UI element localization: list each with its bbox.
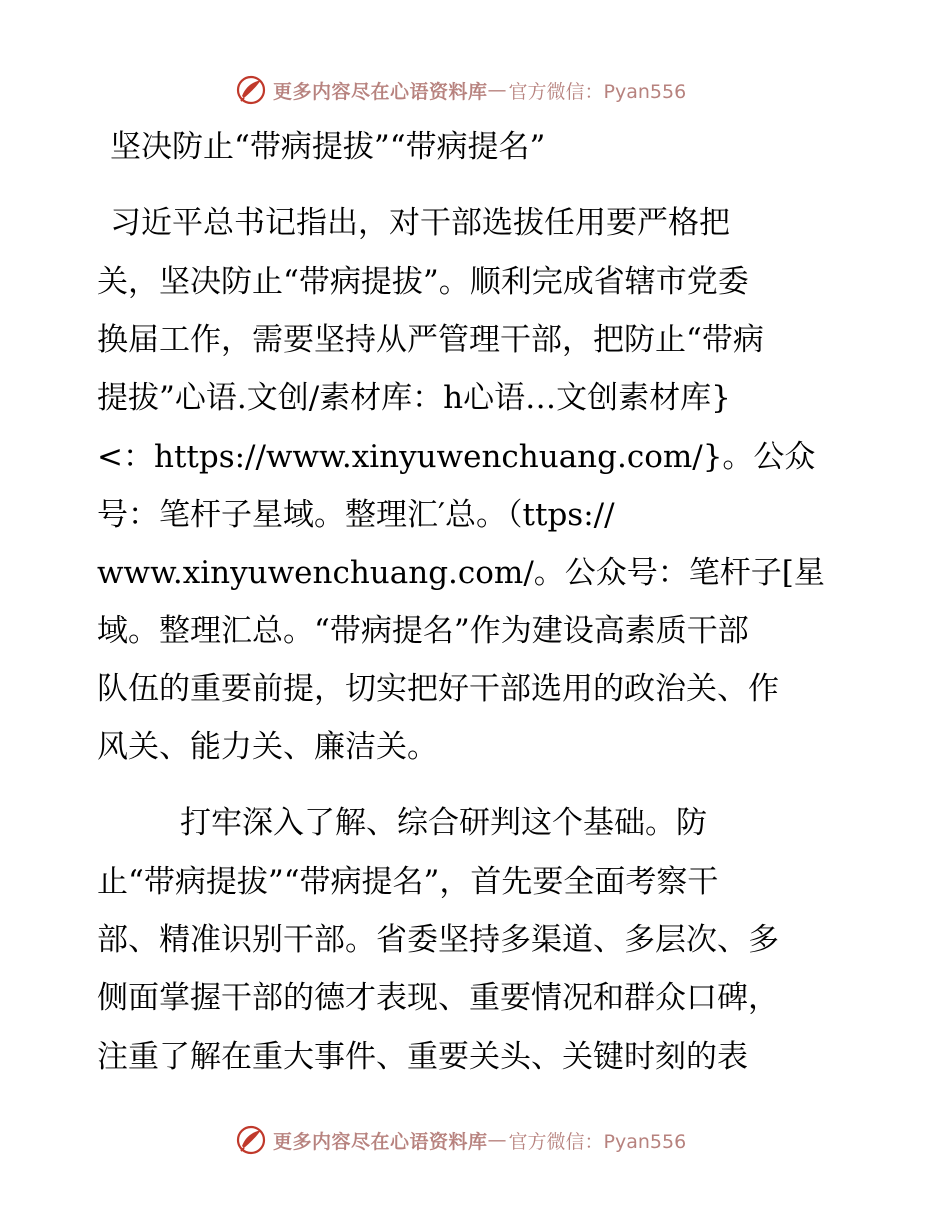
text-line: 换届工作，需要坚持从严管理干部，把防止“带病 bbox=[97, 322, 764, 358]
text-line: www.xinyuwenchuang.com/。公众号：笔杆子[星 bbox=[97, 555, 825, 591]
header-banner bbox=[235, 73, 686, 107]
text-line: <：https://www.xinyuwenchuang.com/}。公众 bbox=[97, 439, 816, 475]
text-line: 止“带病提拔”“带病提名”，首先要全面考察干 bbox=[97, 864, 719, 900]
text-line: 提拔”心语.文创/素材库：h心语…文创素材库} bbox=[97, 380, 731, 416]
footer-banner bbox=[235, 1123, 686, 1157]
banner-contact: 官方微信：Pyan556 bbox=[508, 80, 687, 103]
text-line: 风关、能力关、廉洁关。 bbox=[97, 729, 438, 765]
banner-separator: — bbox=[487, 79, 507, 101]
pen-logo-icon bbox=[235, 74, 267, 106]
banner-slogan: 更多内容尽在心语资料库 bbox=[273, 1130, 488, 1153]
document-title: 坚决防止“带病提拔”“带病提名” bbox=[110, 129, 546, 165]
text-line: 队伍的重要前提，切实把好干部选用的政治关、作 bbox=[97, 671, 779, 707]
banner-contact: 官方微信：Pyan556 bbox=[508, 1130, 687, 1153]
pen-logo-icon bbox=[235, 1124, 267, 1156]
banner-slogan: 更多内容尽在心语资料库 bbox=[273, 80, 488, 103]
text-line: 关，坚决防止“带病提拔”。顺利完成省辖市党委 bbox=[97, 264, 749, 300]
text-line: 注重了解在重大事件、重要关头、关键时刻的表 bbox=[97, 1039, 748, 1075]
text-line: 域。整理汇总。“带病提名”作为建设高素质干部 bbox=[97, 613, 749, 649]
banner-separator: — bbox=[487, 1129, 507, 1151]
text-line: 部、精准识别干部。省委坚持多渠道、多层次、多 bbox=[97, 922, 779, 958]
text-line: 习近平总书记指出，对干部选拔任用要严格把 bbox=[110, 205, 730, 241]
text-line: 侧面掌握干部的德才表现、重要情况和群众口碑， bbox=[97, 980, 779, 1016]
text-line: 号：笔杆子星域。整理汇′总。（ttps:// bbox=[97, 497, 615, 533]
text-line: 打牢深入了解、综合研判这个基础。防 bbox=[180, 805, 707, 841]
